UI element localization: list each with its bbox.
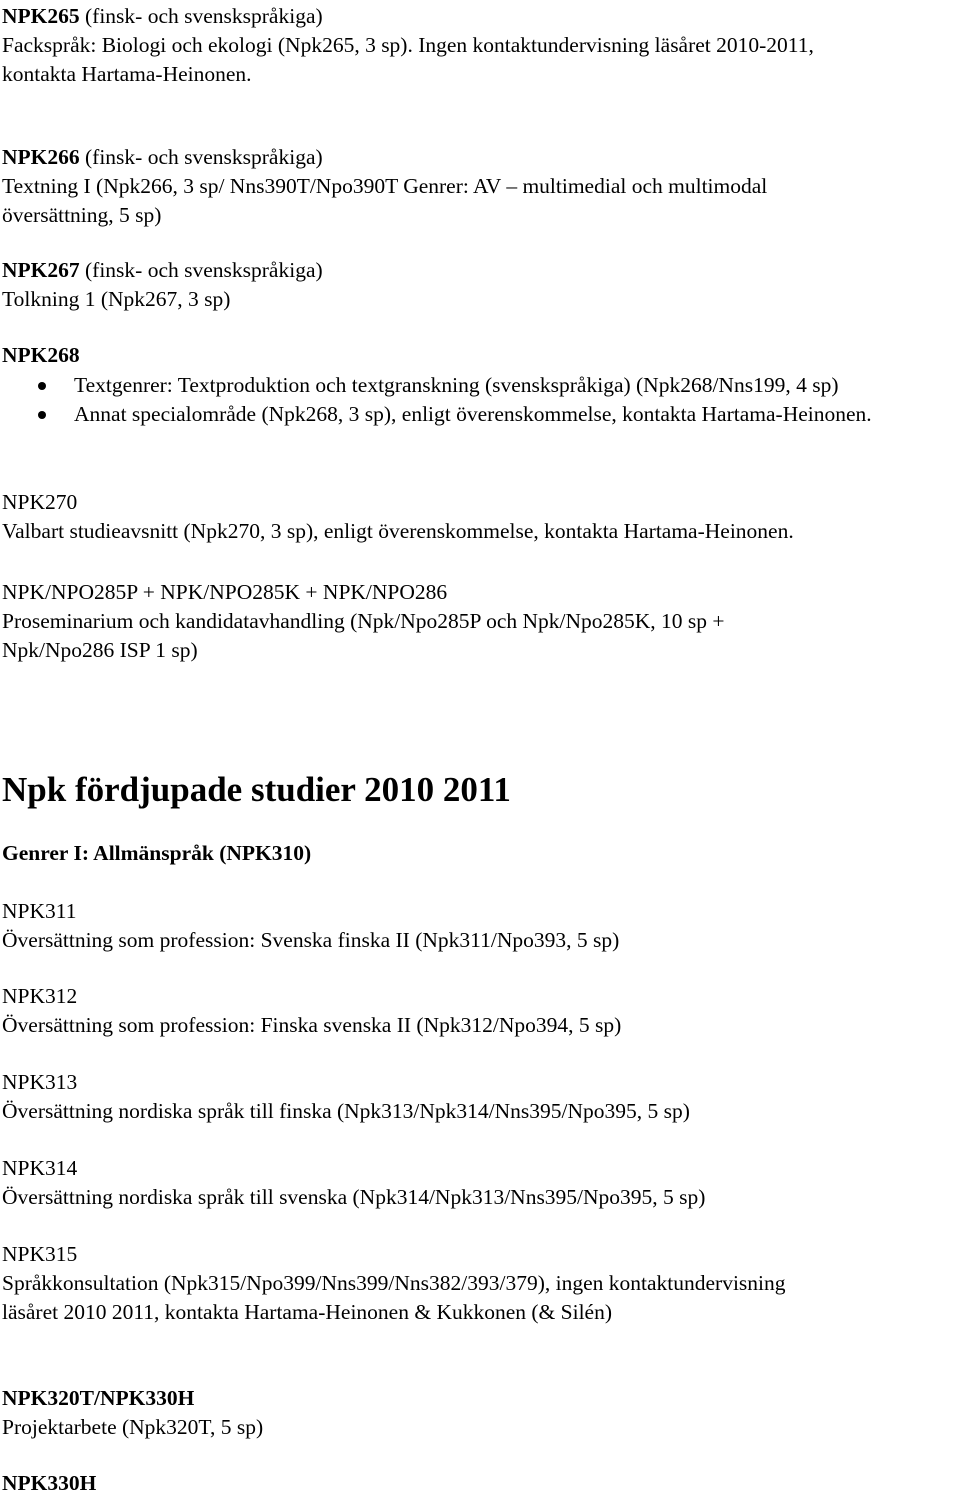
course-description: Översättning som profession: Finska svenska II (Npk312/Npo394, 5 sp)	[2, 1013, 622, 1037]
course-code: NPK313	[2, 1070, 78, 1094]
course-npk285	[2, 578, 956, 665]
bullet-icon	[38, 411, 46, 419]
course-npk311	[2, 897, 956, 955]
course-description: Språkkonsultation (Npk315/Npo399/Nns399/Nns382/393/379), ingen kontaktundervisning	[2, 1271, 786, 1295]
course-qualifier: (finsk- och svenskspråkiga)	[79, 258, 323, 282]
page-title: Npk fördjupade studier 2010 2011	[2, 770, 511, 809]
course-npk330h	[2, 1469, 956, 1498]
course-npk314	[2, 1154, 956, 1212]
course-npk265	[2, 2, 956, 89]
course-npk268	[2, 341, 956, 370]
course-npk315	[2, 1240, 956, 1327]
list-item-text: Textgenrer: Textproduktion och textgranskning (svenskspråkiga) (Npk268/Nns199, 4 sp)	[74, 373, 839, 397]
course-description: Fackspråk: Biologi och ekologi (Npk265, 3 sp). Ingen kontaktundervisning läsåret 2010-2011,	[2, 33, 814, 57]
course-npk267	[2, 256, 956, 314]
course-heading	[2, 256, 956, 285]
course-code: NPK312	[2, 984, 78, 1008]
subsection-heading	[2, 839, 956, 868]
course-npk312	[2, 982, 956, 1040]
course-code: NPK330H	[2, 1471, 97, 1495]
course-description: Översättning nordiska språk till svenska (Npk314/Npk313/Nns395/Npo395, 5 sp)	[2, 1185, 706, 1209]
course-qualifier: (finsk- och svenskspråkiga)	[79, 4, 323, 28]
course-heading	[2, 2, 956, 31]
course-npk313	[2, 1068, 956, 1126]
course-description: Valbart studieavsnitt (Npk270, 3 sp), enligt överenskommelse, kontakta Hartama-Heinonen.	[2, 519, 794, 543]
course-description: Översättning som profession: Svenska finska II (Npk311/Npo393, 5 sp)	[2, 928, 620, 952]
course-code: NPK/NPO285P + NPK/NPO285K + NPK/NPO286	[2, 580, 448, 604]
course-npk266	[2, 143, 956, 230]
course-description: Översättning nordiska språk till finska (Npk313/Npk314/Nns395/Npo395, 5 sp)	[2, 1099, 690, 1123]
course-code: NPK270	[2, 490, 78, 514]
subheading: Genrer I: Allmänspråk (NPK310)	[2, 841, 312, 865]
course-npk270	[2, 488, 956, 546]
course-description: Npk/Npo286 ISP 1 sp)	[2, 638, 198, 662]
bullet-icon	[38, 382, 46, 390]
course-code: NPK266	[2, 145, 80, 169]
bullet-list	[0, 371, 960, 429]
course-description: kontakta Hartama-Heinonen.	[2, 62, 252, 86]
section-heading	[2, 768, 956, 812]
course-code: NPK267	[2, 258, 80, 282]
course-qualifier: (finsk- och svenskspråkiga)	[79, 145, 323, 169]
course-code: NPK268	[2, 343, 80, 367]
course-description: Proseminarium och kandidatavhandling (Npk/Npo285P och Npk/Npo285K, 10 sp +	[2, 609, 725, 633]
course-description: Textning I (Npk266, 3 sp/ Nns390T/Npo390T Genrer: AV – multimedial och multimodal	[2, 174, 768, 198]
course-code: NPK314	[2, 1156, 78, 1180]
course-description: Projektarbete (Npk320T, 5 sp)	[2, 1415, 264, 1439]
list-item-text: Annat specialområde (Npk268, 3 sp), enligt överenskommelse, kontakta Hartama-Heinonen.	[74, 402, 872, 426]
course-code: NPK320T/NPK330H	[2, 1386, 195, 1410]
list-item	[0, 371, 960, 400]
list-item	[0, 400, 960, 429]
course-description: Tolkning 1 (Npk267, 3 sp)	[2, 287, 231, 311]
course-code: NPK311	[2, 899, 77, 923]
course-npk320t	[2, 1384, 956, 1442]
course-description: översättning, 5 sp)	[2, 203, 162, 227]
course-heading	[2, 143, 956, 172]
course-code: NPK265	[2, 4, 80, 28]
course-description: läsåret 2010 2011, kontakta Hartama-Heinonen & Kukkonen (& Silén)	[2, 1300, 612, 1324]
course-code: NPK315	[2, 1242, 78, 1266]
